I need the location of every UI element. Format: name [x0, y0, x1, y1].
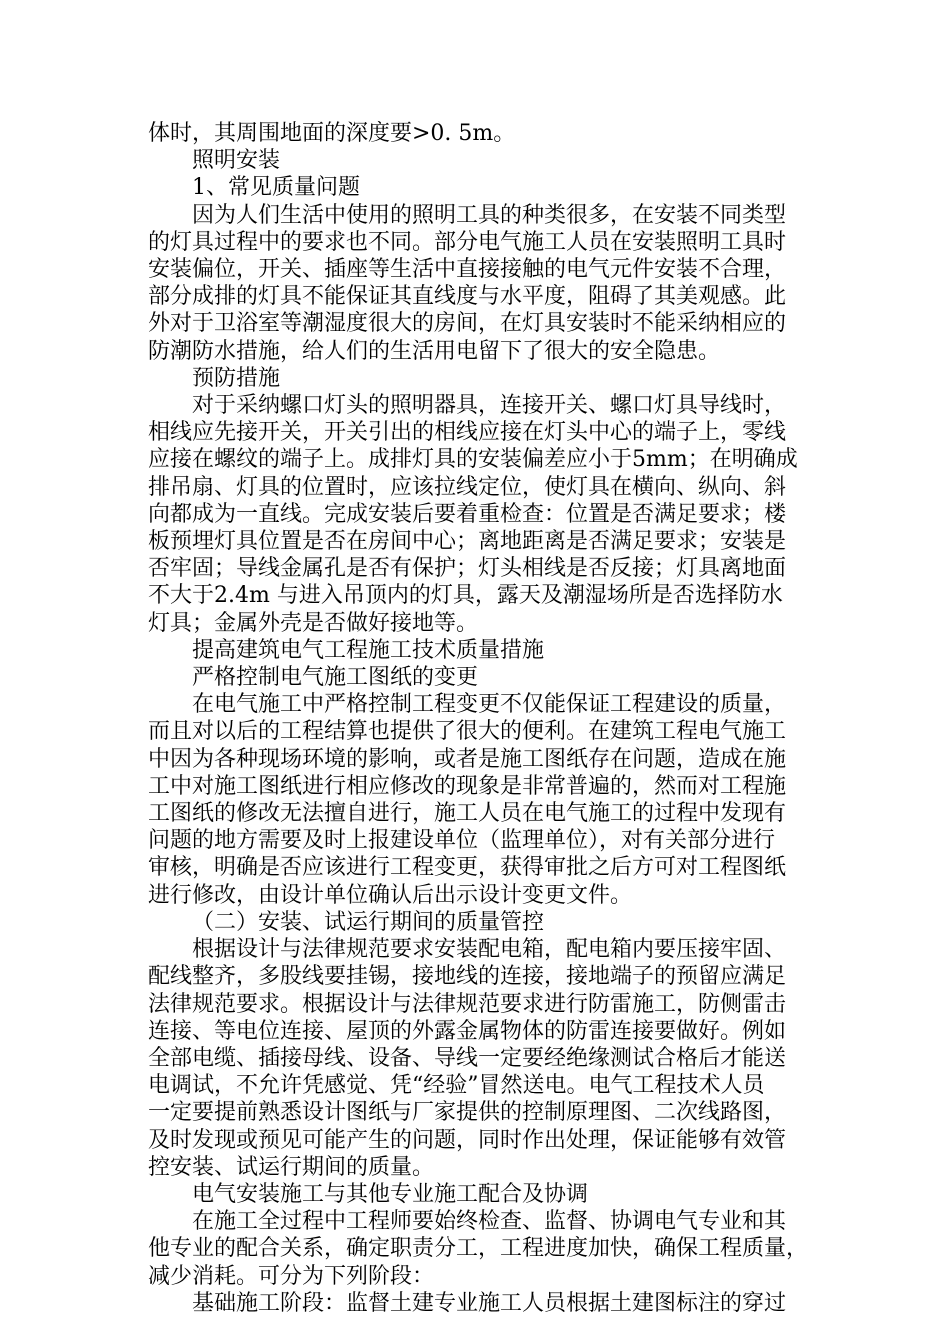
text-line: 1、常见质量问题: [192, 175, 360, 201]
text-line: 全部电缆、插接母线、设备、导线一定要经绝缘测试合格后才能送: [148, 1045, 787, 1071]
paragraph: [148, 147, 808, 174]
text-line: 外对于卫浴室等潮湿度很大的房间，在灯具安装时不能采纳相应的: [148, 311, 787, 337]
text-line: 不大于2.4m 与进入吊顶内的灯具，露天及潮湿场所是否选择防水: [148, 583, 783, 609]
paragraph: [148, 637, 808, 664]
text-line: 预防措施: [192, 365, 281, 391]
text-line: 板预埋灯具位置是否在房间中心；离地距离是否满足要求；安装是: [148, 529, 787, 555]
paragraph: [148, 691, 808, 909]
text-line: 因为人们生活中使用的照明工具的种类很多，在安装不同类型: [192, 202, 787, 228]
text-line: 法律规范要求。根据设计与法律规范要求进行防雷施工，防侧雷击: [148, 991, 787, 1017]
paragraph: [148, 174, 808, 201]
text-line: 的灯具过程中的要求也不同。部分电气施工人员在安装照明工具时: [148, 229, 787, 255]
text-line: 根据设计与法律规范要求安装配电箱，配电箱内要压接牢固、: [192, 937, 787, 963]
text-line: 及时发现或预见可能产生的问题，同时作出处理，保证能够有效管: [148, 1127, 787, 1153]
paragraph: [148, 936, 808, 1181]
text-line: 灯具；金属外壳是否做好接地等。: [148, 610, 479, 636]
text-line: 基础施工阶段：监督土建专业施工人员根据土建图标注的穿过: [192, 1290, 787, 1316]
document-page: [148, 120, 808, 1317]
text-line: 工图纸的修改无法擅自进行，施工人员在电气施工的过程中发现有: [148, 801, 787, 827]
text-line: 电调试，不允许凭感觉、凭“经验”冒然送电。电气工程技术人员: [148, 1073, 765, 1099]
text-line: 电气安装施工与其他专业施工配合及协调: [192, 1181, 589, 1207]
text-line: 工中对施工图纸进行相应修改的现象是非常普遍的，然而对工程施: [148, 773, 787, 799]
text-line: （二）安装、试运行期间的质量管控: [192, 909, 545, 935]
text-line: 提高建筑电气工程施工技术质量措施: [192, 637, 545, 663]
text-line: 相线应先接开关，开关引出的相线应接在灯头中心的端子上，零线: [148, 420, 787, 446]
paragraph: [148, 202, 808, 365]
text-line: 控安装、试运行期间的质量。: [148, 1154, 435, 1180]
paragraph: [148, 1208, 808, 1290]
text-line: 向都成为一直线。完成安装后要着重检查：位置是否满足要求；楼: [148, 501, 787, 527]
paragraph: [148, 120, 808, 147]
text-line: 对于采纳螺口灯头的照明器具，连接开关、螺口灯具导线时，: [192, 393, 787, 419]
paragraph: [148, 1290, 808, 1317]
text-line: 防潮防水措施，给人们的生活用电留下了很大的安全隐患。: [148, 338, 721, 364]
paragraph: [148, 1181, 808, 1208]
text-line: 在施工全过程中工程师要始终检查、监督、协调电气专业和其: [192, 1209, 787, 1235]
paragraph: [148, 392, 808, 637]
text-line: 一定要提前熟悉设计图纸与厂家提供的控制原理图、二次线路图，: [148, 1100, 787, 1126]
text-line: 否牢固；导线金属孔是否有保护；灯头相线是否反接；灯具离地面: [148, 556, 787, 582]
text-line: 连接、等电位连接、屋顶的外露金属物体的防雷连接要做好。例如: [148, 1018, 787, 1044]
text-line: 审核，明确是否应该进行工程变更，获得审批之后方可对工程图纸: [148, 855, 787, 881]
text-line: 进行修改，由设计单位确认后出示设计变更文件。: [148, 882, 633, 908]
text-line: 在电气施工中严格控制工程变更不仅能保证工程建设的质量，: [192, 692, 787, 718]
text-line: 而且对以后的工程结算也提供了很大的便利。在建筑工程电气施工: [148, 719, 787, 745]
text-line: 中因为各种现场环境的影响，或者是施工图纸存在问题，造成在施: [148, 746, 787, 772]
text-line: 照明安装: [192, 148, 281, 174]
paragraph: [148, 909, 808, 936]
text-line: 严格控制电气施工图纸的变更: [192, 665, 479, 691]
text-line: 配线整齐，多股线要挂锡，接地线的连接，接地端子的预留应满足: [148, 964, 787, 990]
text-line: 安装偏位，开关、插座等生活中直接接触的电气元件安装不合理，: [148, 257, 787, 283]
paragraph: [148, 664, 808, 691]
text-line: 体时，其周围地面的深度要>0. 5m。: [148, 121, 516, 146]
text-line: 应接在螺纹的端子上。成排灯具的安装偏差应小于5mm；在明确成: [148, 447, 798, 473]
text-line: 他专业的配合关系，确定职责分工，工程进度加快，确保工程质量，: [148, 1236, 809, 1262]
text-line: 减少消耗。可分为下列阶段：: [148, 1263, 435, 1289]
paragraph: [148, 365, 808, 392]
text-line: 部分成排的灯具不能保证其直线度与水平度，阻碍了其美观感。此: [148, 284, 787, 310]
text-line: 问题的地方需要及时上报建设单位（监理单位），对有关部分进行: [148, 828, 776, 854]
text-line: 排吊扇、灯具的位置时，应该拉线定位，使灯具在横向、纵向、斜: [148, 474, 787, 500]
